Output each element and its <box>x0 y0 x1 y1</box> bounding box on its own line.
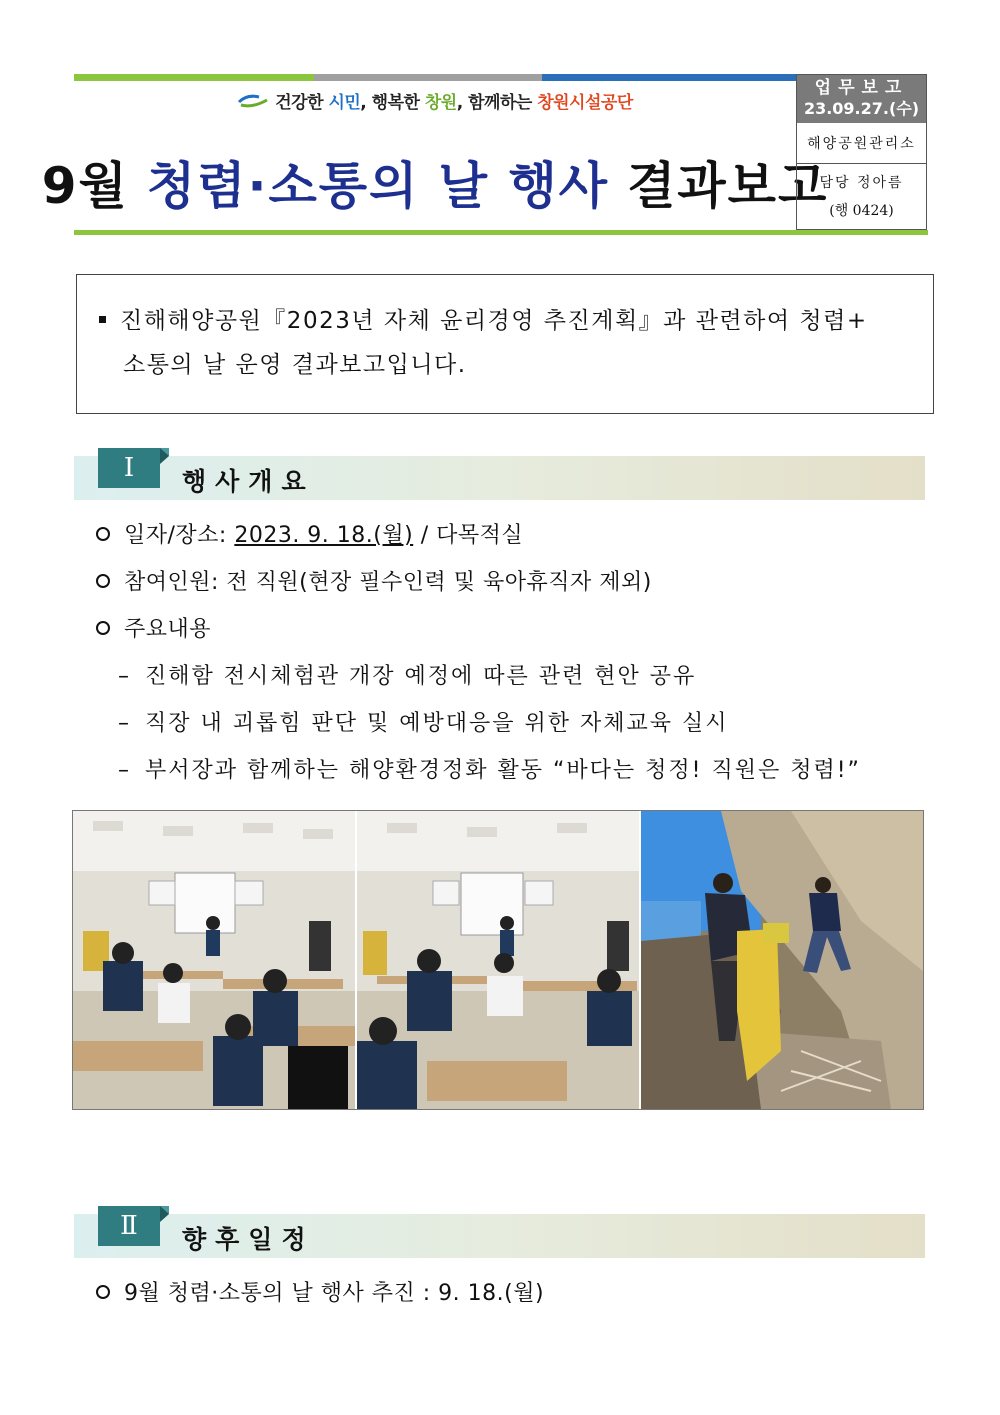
title-month: 9월 <box>41 157 129 215</box>
sub-item-text: 부서장과 함께하는 해양환경정화 활동 “바다는 청정! 직원은 청렴!” <box>145 758 861 783</box>
summary-line: 소통의 날 운영 결과보고입니다. <box>123 352 467 378</box>
report-box-header <box>797 75 926 123</box>
photo-training-room-2 <box>357 811 641 1109</box>
list-item-contents <box>96 612 211 643</box>
slogan <box>74 88 796 114</box>
event-place: / 다목적실 <box>413 523 524 548</box>
slogan-text: 건강한 <box>275 93 329 113</box>
photo-beach-cleanup <box>641 811 923 1109</box>
sub-item: – 진해함 전시체험관 개장 예정에 따른 관련 현안 공유 <box>118 664 697 689</box>
page-title <box>41 140 829 224</box>
section-title: 행사개요 <box>182 467 315 496</box>
square-bullet-icon <box>99 316 106 323</box>
item-text: 9월 청렴·소통의 날 행사 추진 : 9. 18.(월) <box>124 1281 545 1306</box>
sub-item-text: 직장 내 괴롭힘 판단 및 예방대응을 위한 자체교육 실시 <box>145 711 729 736</box>
report-tel: (행 0424) <box>829 203 894 219</box>
photo-strip <box>72 810 924 1110</box>
report-department: 해양공원관리소 <box>797 123 926 164</box>
title-suffix: 결과보고 <box>627 157 829 215</box>
report-person: 담당 정아름 <box>819 175 904 191</box>
title-event: 청렴·소통의 날 행사 <box>146 157 610 215</box>
section-title: 향후일정 <box>182 1225 315 1254</box>
sub-item: – 부서장과 함께하는 해양환경정화 활동 “바다는 청정! 직원은 청렴!” <box>118 758 861 783</box>
slogan-org: 창원시설공단 <box>537 93 633 113</box>
slogan-text: , 함께하는 <box>456 93 538 113</box>
header-top-bar <box>74 74 796 81</box>
list-item-schedule <box>96 1276 544 1307</box>
event-date: 2023. 9. 18.(월) <box>234 523 414 548</box>
header-bottom-bar <box>74 230 928 235</box>
report-info-box <box>796 74 927 230</box>
slogan-citizen: 시민 <box>328 93 361 113</box>
circle-bullet-icon <box>96 574 110 588</box>
circle-bullet-icon <box>96 1285 110 1299</box>
section-number: Ⅰ <box>98 448 160 488</box>
circle-bullet-icon <box>96 621 110 635</box>
item-text: 참여인원: 전 직원(현장 필수인력 및 육아휴직자 제외) <box>124 570 652 595</box>
list-item-participants <box>96 565 652 596</box>
summary-text: 진해해양공원『2023년 자체 윤리경영 추진계획』과 관련하여 청렴+ <box>120 308 868 334</box>
list-item-date <box>96 518 523 549</box>
sub-item: – 직장 내 괴롭힘 판단 및 예방대응을 위한 자체교육 실시 <box>118 711 729 736</box>
section-header-overview <box>74 453 925 500</box>
sub-item-text: 진해함 전시체험관 개장 예정에 따른 관련 현안 공유 <box>145 664 697 689</box>
slogan-text: , 행복한 <box>360 93 425 113</box>
item-text: 주요내용 <box>124 617 212 642</box>
report-date: 23.09.27.(수) <box>803 99 920 118</box>
report-type: 업무보고 <box>814 78 909 98</box>
summary-box <box>76 274 934 414</box>
section-number: Ⅱ <box>98 1206 160 1246</box>
slogan-city: 창원 <box>424 93 457 113</box>
photo-training-room-1 <box>73 811 357 1109</box>
circle-bullet-icon <box>96 527 110 541</box>
section-header-schedule <box>74 1211 925 1258</box>
summary-line <box>99 299 913 343</box>
org-logo-icon <box>237 93 271 114</box>
item-label: 일자/장소: <box>124 523 235 548</box>
